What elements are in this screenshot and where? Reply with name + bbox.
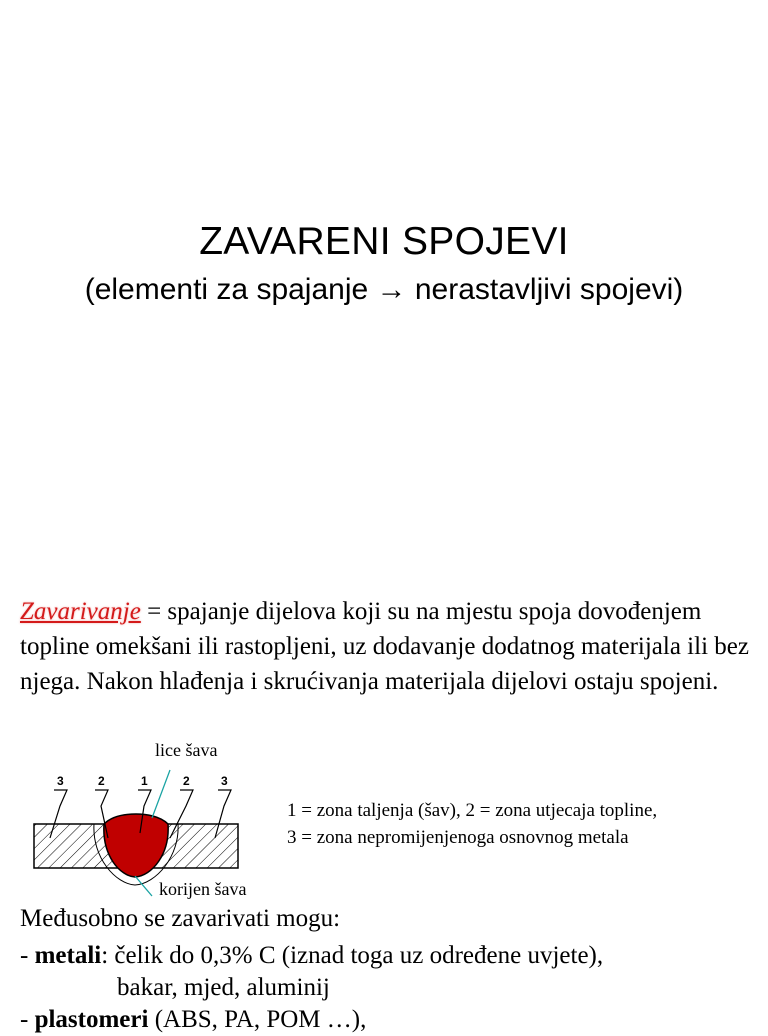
zone-number: 2 <box>183 774 190 788</box>
material-name: metali <box>34 942 102 969</box>
page-subtitle: (elementi za spajanje → nerastavljivi spojevi) <box>84 273 684 306</box>
definition-text: = spajanje dijelova koji su na mjestu spoja dovođenjem topline omekšani ili rastopljeni, uz dodavanje dodatnog materijala ili bez njega. Nakon hlađenja i skrućivanja materijala dijelovi ostaju spojeni. <box>20 598 749 695</box>
list-item: - metali: čelik do 0,3% C (iznad toga uz određene uvjete), <box>20 942 604 969</box>
definition-paragraph <box>20 594 750 699</box>
zone-legend <box>287 797 757 851</box>
page-title: ZAVARENI SPOJEVI <box>199 220 569 263</box>
zone-number: 1 <box>141 774 148 788</box>
weld-root-label: korijen šava <box>159 879 247 899</box>
list-item: - plastomeri (ABS, PA, POM …), <box>20 1006 367 1033</box>
zone-number: 3 <box>221 774 228 788</box>
materials-intro: Međusobno se zavarivati mogu: <box>20 905 341 932</box>
list-item-continuation: bakar, mjed, aluminij <box>117 974 330 1001</box>
weld-face-leader <box>152 770 170 818</box>
zone-number: 2 <box>98 774 105 788</box>
zone-number: 3 <box>57 774 64 788</box>
material-details: (ABS, PA, POM …), <box>154 1006 367 1033</box>
materials-list <box>20 940 760 1036</box>
legend-line: 1 = zona taljenja (šav), 2 = zona utjecaja topline, <box>287 800 658 821</box>
weld-zone-figure <box>20 738 275 903</box>
material-details: čelik do 0,3% C (iznad toga uz određene uvjete), <box>114 942 604 969</box>
weld-root-leader <box>135 876 152 896</box>
material-name: plastomeri <box>34 1006 149 1033</box>
weld-face-label: lice šava <box>155 740 218 760</box>
definition-term: Zavarivanje <box>20 598 141 625</box>
legend-line: 3 = zona nepromijenjenoga osnovnog metala <box>287 827 629 848</box>
